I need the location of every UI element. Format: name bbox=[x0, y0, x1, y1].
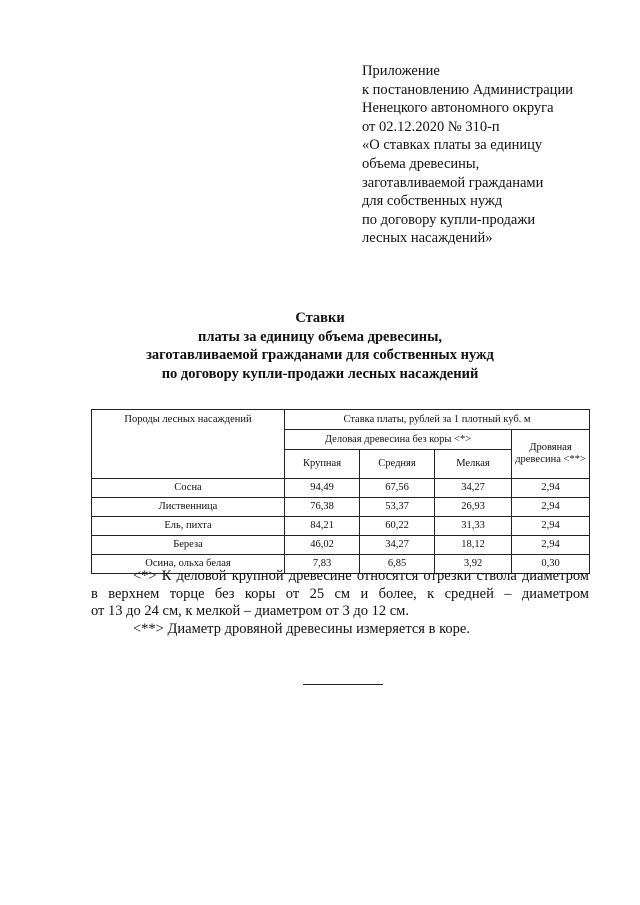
footnote-business-wood-line: в верхнем торце без коры от 25 см и более, к средней – диаметром bbox=[91, 585, 589, 602]
footnote-business-wood-line: <*> К деловой крупной древесине относятся отрезки ствола диаметром bbox=[133, 568, 589, 584]
cell-medium: 6,85 bbox=[360, 555, 435, 574]
cell-species: Осина, ольха белая bbox=[92, 555, 285, 574]
header-large: Крупная bbox=[285, 450, 360, 479]
cell-species: Береза bbox=[92, 536, 285, 555]
appendix-line: Ненецкого автономного округа bbox=[362, 100, 554, 117]
appendix-line: от 02.12.2020 № 310-п bbox=[362, 118, 500, 135]
header-business-wood: Деловая древесина без коры <*> bbox=[285, 430, 512, 450]
appendix-line: к постановлению Администрации bbox=[362, 81, 573, 98]
cell-medium: 67,56 bbox=[360, 479, 435, 498]
title-line: Ставки bbox=[295, 310, 345, 326]
header-small: Мелкая bbox=[435, 450, 512, 479]
cell-small: 31,33 bbox=[435, 517, 512, 536]
cell-small: 34,27 bbox=[435, 479, 512, 498]
cell-firewood: 2,94 bbox=[512, 479, 590, 498]
cell-species: Лиственница bbox=[92, 498, 285, 517]
appendix-line: для собственных нужд bbox=[362, 193, 503, 210]
closing-divider bbox=[303, 684, 383, 685]
cell-small: 18,12 bbox=[435, 536, 512, 555]
table-header-row bbox=[92, 410, 590, 430]
table-row bbox=[92, 517, 590, 536]
cell-large: 76,38 bbox=[285, 498, 360, 517]
appendix-line: Приложение bbox=[362, 63, 440, 79]
table-row bbox=[92, 479, 590, 498]
cell-large: 7,83 bbox=[285, 555, 360, 574]
cell-large: 46,02 bbox=[285, 536, 360, 555]
cell-small: 3,92 bbox=[435, 555, 512, 574]
appendix-line: заготавливаемой гражданами bbox=[362, 174, 544, 191]
appendix-line: «О ставках платы за единицу bbox=[362, 137, 543, 154]
cell-medium: 34,27 bbox=[360, 536, 435, 555]
footnotes bbox=[91, 568, 589, 638]
table-row bbox=[92, 498, 590, 517]
cell-species: Сосна bbox=[92, 479, 285, 498]
cell-species: Ель, пихта bbox=[92, 517, 285, 536]
cell-firewood: 0,30 bbox=[512, 555, 590, 574]
cell-large: 84,21 bbox=[285, 517, 360, 536]
cell-firewood: 2,94 bbox=[512, 498, 590, 517]
appendix-block bbox=[362, 62, 622, 248]
title-line: по договору купли-продажи лесных насаждений bbox=[161, 365, 479, 382]
appendix-line: лесных насаждений» bbox=[362, 230, 493, 247]
footnote-business-wood-line: от 13 до 24 см, к мелкой – диаметром от 3 до 12 см. bbox=[91, 603, 409, 619]
footnote-firewood: <**> Диаметр дровяной древесины измеряется в коре. bbox=[133, 620, 470, 637]
header-rate: Ставка платы, рублей за 1 плотный куб. м bbox=[285, 410, 590, 430]
cell-firewood: 2,94 bbox=[512, 536, 590, 555]
header-medium: Средняя bbox=[360, 450, 435, 479]
cell-large: 94,49 bbox=[285, 479, 360, 498]
rates-table bbox=[91, 409, 590, 574]
header-firewood: Дровяная древесина <**> bbox=[512, 430, 590, 479]
table-row bbox=[92, 536, 590, 555]
appendix-line: объема древесины, bbox=[362, 155, 480, 172]
header-species: Породы лесных насаждений bbox=[92, 410, 285, 479]
document-title bbox=[60, 309, 580, 383]
cell-firewood: 2,94 bbox=[512, 517, 590, 536]
cell-medium: 60,22 bbox=[360, 517, 435, 536]
cell-medium: 53,37 bbox=[360, 498, 435, 517]
title-line: заготавливаемой гражданами для собственных нужд bbox=[146, 347, 494, 363]
appendix-line: по договору купли-продажи bbox=[362, 211, 536, 228]
cell-small: 26,93 bbox=[435, 498, 512, 517]
title-line: платы за единицу объема древесины, bbox=[197, 328, 443, 345]
